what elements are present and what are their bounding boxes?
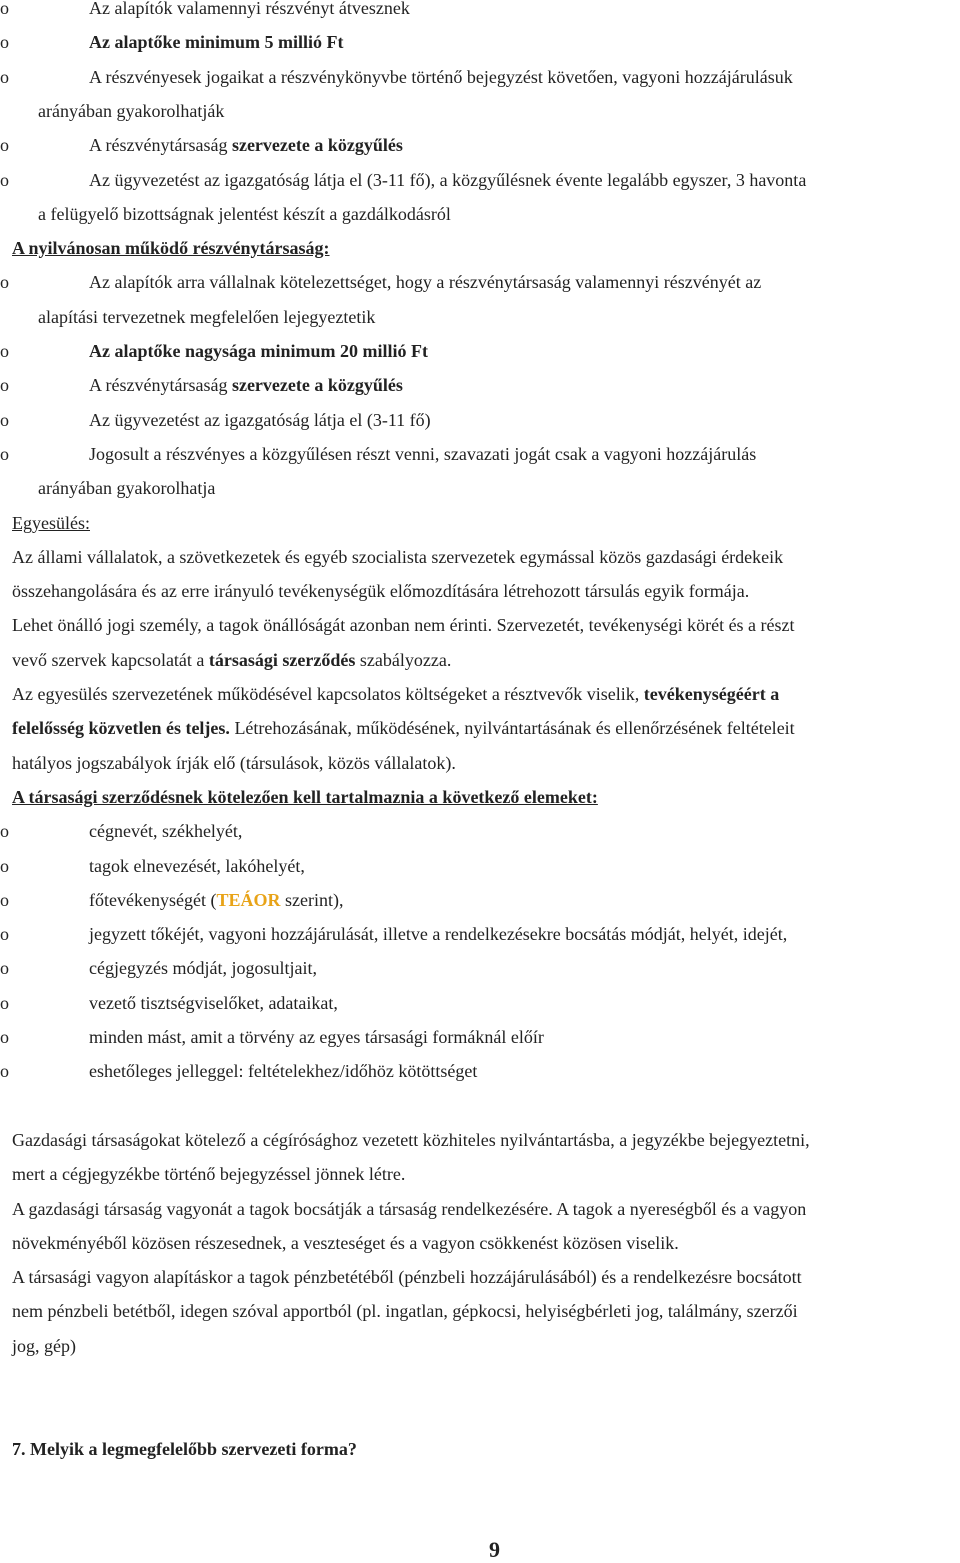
bullet-text <box>89 340 428 362</box>
bullet-continuation: a felügyelő bizottságnak jelentést készít a gazdálkodásról <box>38 203 451 224</box>
bullet-text <box>89 1060 477 1082</box>
bullet-marker: o <box>0 135 9 156</box>
bullet-text <box>89 855 305 877</box>
closing-paragraph-line: nem pénzbeli betétből, idegen szóval apportból (pl. ingatlan, gépkocsi, helyiségbérleti jog, találmány, szerzői <box>12 1301 798 1322</box>
bullet-marker: o <box>0 32 9 53</box>
closing-paragraph-line: jog, gép) <box>12 1335 76 1356</box>
closing-paragraph-line: növekményéből közösen részesednek, a veszteséget és a vagyon csökkenést közösen viselik. <box>12 1232 679 1253</box>
bullet-text <box>89 957 317 979</box>
text-run: szabályozza. <box>355 649 452 670</box>
text-run: tevékenységéért a <box>643 684 780 704</box>
bullet-marker: o <box>0 958 9 979</box>
text-run: A részvénytársaság <box>89 375 232 396</box>
closing-paragraph-line: Gazdasági társaságokat kötelező a cégírósághoz vezetett közhiteles nyilvántartásba, a jegyzékbe bejegyeztetni, <box>12 1129 810 1150</box>
egyesules-paragraph-line <box>12 683 779 705</box>
bullet-marker: o <box>0 272 9 293</box>
bullet-marker: o <box>0 855 9 876</box>
egyesules-paragraph-line <box>12 752 456 774</box>
bullet-text <box>89 271 761 293</box>
bullet-continuation: alapítási tervezetnek megfelelően lejegyeztetik <box>38 306 376 327</box>
egyesules-paragraph-line <box>12 614 795 636</box>
text-run: tagok elnevezését, lakóhelyét, <box>89 855 305 876</box>
text-run: főtevékenységét ( <box>89 889 217 910</box>
bullet-text <box>89 31 344 53</box>
egyesules-paragraph-line <box>12 546 783 568</box>
bullet-text <box>89 66 793 88</box>
bullet-text <box>89 169 806 191</box>
text-run: Lehet önálló jogi személy, a tagok önállóságát azonban nem érinti. Szervezetét, tevékenységi körét és a részt <box>12 615 795 636</box>
text-run: Jogosult a részvényes a közgyűlésen részt venni, szavazati jogát csak a vagyoni hozzájárulás <box>89 443 757 464</box>
text-run: Az alaptőke minimum 5 millió Ft <box>89 32 344 53</box>
bullet-marker: o <box>0 169 9 190</box>
text-run: hatályos jogszabályok írják elő (társulások, közös vállalatok). <box>12 752 456 773</box>
bullet-marker: o <box>0 375 9 396</box>
text-run: társasági szerződés <box>208 649 356 670</box>
text-run: Az egyesülés szervezetének működésével kapcsolatos költségeket a résztvevők viselik, <box>12 684 644 704</box>
egyesules-paragraph-line <box>12 580 749 602</box>
text-run: felelősség közvetlen és teljes. <box>12 718 230 739</box>
text-run: vezető tisztségviselőket, adataikat, <box>89 992 338 1013</box>
text-run: összehangolására és az erre irányuló tevékenységük előmozdítására létrehozott társulás egyik formája. <box>12 581 750 602</box>
bullet-text <box>89 820 242 842</box>
text-run: eshetőleges jelleggel: feltételekhez/időhöz kötöttséget <box>89 1061 478 1082</box>
bullet-text <box>89 443 756 465</box>
bullet-marker: o <box>0 443 9 464</box>
bullet-text <box>89 1026 544 1048</box>
text-run: cégnevét, székhelyét, <box>89 821 243 842</box>
bullet-continuation: arányában gyakorolhatja <box>38 478 216 499</box>
egyesules-paragraph-line <box>12 649 451 671</box>
bullet-marker: o <box>0 409 9 430</box>
bullet-marker: o <box>0 924 9 945</box>
bullet-marker: o <box>0 992 9 1013</box>
bullet-text <box>89 889 343 911</box>
text-run: Létrehozásának, működésének, nyilvántartásának és ellenőrzésének feltételeit <box>229 718 795 739</box>
text-run: minden mást, amit a törvény az egyes társasági formáknál előír <box>89 1027 544 1047</box>
contract-heading: A társasági szerződésnek kötelezően kell tartalmaznia a következő elemeket: <box>12 786 598 807</box>
page-number: 9 <box>489 1537 500 1562</box>
bullet-text <box>89 409 431 431</box>
egyesules-heading: Egyesülés: <box>12 512 90 533</box>
text-run: A részvénytársaság <box>89 135 232 156</box>
bullet-text <box>89 374 403 396</box>
closing-paragraph-line: A gazdasági társaság vagyonát a tagok bocsátják a társaság rendelkezésére. A tagok a nyereségből és a vagyon <box>12 1198 807 1219</box>
text-run: Az alapítók valamennyi részvényt átvesznek <box>89 0 410 18</box>
question-heading: 7. Melyik a legmegfelelőbb szervezeti forma? <box>12 1438 357 1459</box>
text-run: TEÁOR <box>216 889 281 910</box>
text-run: Az alapítók arra vállalnak kötelezettséget, hogy a részvénytársaság valamennyi részvényét az <box>89 272 762 293</box>
text-run: Az ügyvezetést az igazgatóság látja el (3-11 fő) <box>89 409 431 430</box>
bullet-text <box>89 134 403 156</box>
text-run: Az ügyvezetést az igazgatóság látja el (3-11 fő), a közgyűlésnek évente legalább egyszer, 3 havonta <box>89 169 807 190</box>
text-run: Az alaptőke nagysága minimum 20 millió Ft <box>89 341 429 361</box>
text-run: szervezete a közgyűlés <box>231 135 403 156</box>
rt-public-heading: A nyilvánosan működő részvénytársaság: <box>12 238 330 259</box>
text-run: szervezete a közgyűlés <box>231 375 403 396</box>
bullet-text <box>89 923 787 945</box>
bullet-marker: o <box>0 1061 9 1082</box>
bullet-marker: o <box>0 341 9 361</box>
text-run: Az állami vállalatok, a szövetkezetek és egyéb szocialista szervezetek egymással közös gazdasági érdekeik <box>12 546 784 567</box>
bullet-marker: o <box>0 889 9 910</box>
bullet-text <box>89 0 410 19</box>
text-run: A részvényesek jogaikat a részvénykönyvbe történő bejegyzést követően, vagyoni hozzájárulásuk <box>89 66 793 87</box>
text-run: cégjegyzés módját, jogosultjait, <box>89 958 317 979</box>
egyesules-paragraph-line <box>12 717 795 739</box>
text-run: szerint), <box>280 889 344 910</box>
bullet-marker: o <box>0 66 9 87</box>
text-run: vevő szervek kapcsolatát a <box>12 649 209 670</box>
closing-paragraph-line: mert a cégjegyzékbe történő bejegyzéssel jönnek létre. <box>12 1164 406 1185</box>
bullet-marker: o <box>0 1027 9 1047</box>
bullet-text <box>89 992 338 1014</box>
text-run: jegyzett tőkéjét, vagyoni hozzájárulását, illetve a rendelkezésekre bocsátás módját, helyét, idejét, <box>89 924 788 945</box>
bullet-marker: o <box>0 0 9 18</box>
closing-paragraph-line: A társasági vagyon alapításkor a tagok pénzbetétéből (pénzbeli hozzájárulásából) és a rendelkezésre bocsátott <box>12 1267 802 1288</box>
bullet-continuation: arányában gyakorolhatják <box>38 100 225 121</box>
bullet-marker: o <box>0 821 9 842</box>
